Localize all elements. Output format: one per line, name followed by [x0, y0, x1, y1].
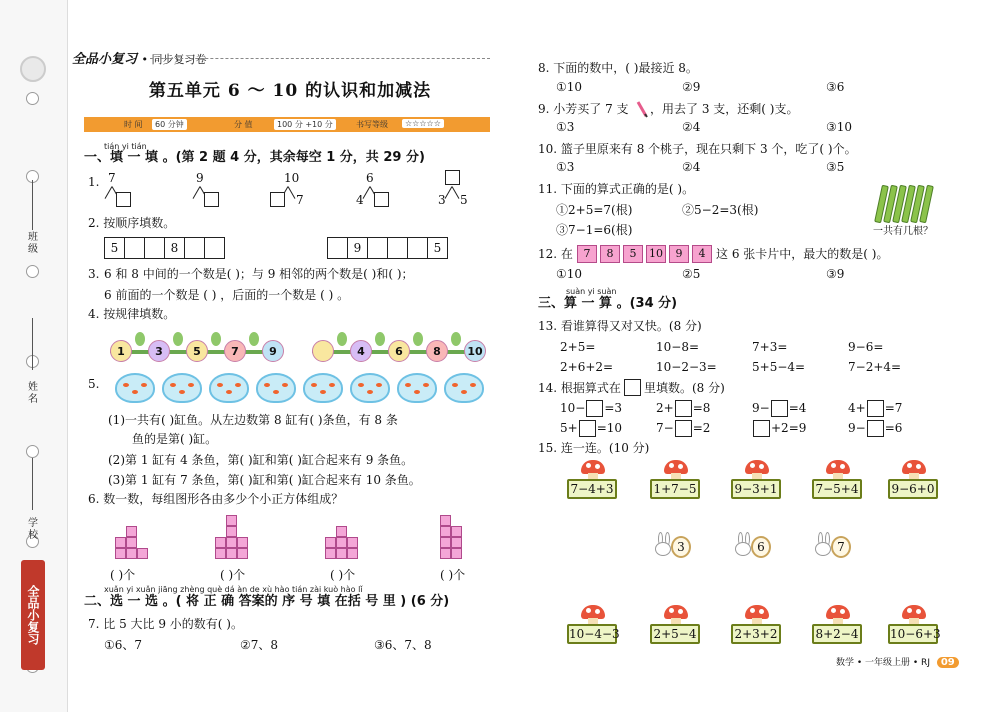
- fish-icon: [414, 390, 420, 394]
- fish-icon: [320, 390, 326, 394]
- fish-icon: [282, 383, 288, 387]
- q10-text: 10. 篮子里原来有 8 个桃子，现在只剩下 3 个，吃了( )个。: [538, 142, 857, 156]
- flower-number: 8: [426, 340, 448, 362]
- strip-logo: 全品小复习: [21, 560, 45, 670]
- q7-text: 7. 比 5 大比 9 小的数有( )。: [88, 617, 243, 631]
- fill-item: [848, 420, 902, 437]
- blank-square-icon: [624, 379, 641, 396]
- q12-text-post: 这 6 张卡片中，最大的数是( )。: [716, 247, 889, 261]
- mushroom-icon: [581, 460, 605, 474]
- q13-label: 13. 看谁算得又对又快。(8 分): [538, 319, 702, 333]
- q12-choice-3: ③9: [826, 267, 845, 281]
- q8-choice-1: ①10: [556, 80, 583, 94]
- small-cube: [126, 537, 137, 548]
- binding-strip: [0, 0, 68, 712]
- tree-right-box[interactable]: [116, 192, 131, 207]
- answer-number[interactable]: 6: [751, 536, 771, 558]
- tree-right-box[interactable]: [374, 192, 389, 207]
- mushroom-dot: [750, 463, 755, 468]
- q6-label: 6. 数一数，每组图形各由多少个小正方体组成？: [88, 492, 344, 506]
- tree-branch: [193, 186, 201, 199]
- part3-pinyin: suàn yi suàn: [566, 287, 617, 296]
- small-cube: [137, 548, 148, 559]
- bottom-expression[interactable]: 2+5−4: [650, 624, 700, 644]
- q12-text-pre: 12. 在: [538, 247, 573, 261]
- sequence-blank[interactable]: [204, 237, 225, 259]
- fish-bowl: [209, 373, 249, 403]
- top-expression[interactable]: 9−6+0: [888, 479, 938, 499]
- small-cube: [336, 537, 347, 548]
- fish-icon: [264, 383, 270, 387]
- q15-label: 15. 连一连。(10 分): [538, 441, 650, 455]
- small-cube: [226, 537, 237, 548]
- fish-icon: [188, 383, 194, 387]
- fill-item: [752, 400, 806, 417]
- q5-line1: (1)一共有( )缸鱼。从左边数第 8 缸有( )条鱼，有 8 条: [108, 413, 398, 427]
- part1-pinyin: tián yi tián: [104, 142, 147, 151]
- mushroom-dot: [595, 464, 600, 469]
- mushroom-icon: [745, 605, 769, 619]
- q3-line1: 6 和 8 中间的一个数是( )；与 9 相邻的两个数是( )和( )；: [104, 267, 414, 281]
- q6-answer-3: ( )个: [330, 568, 356, 582]
- leaf-icon: [173, 332, 183, 346]
- small-cube: [451, 537, 462, 548]
- fill-item: [848, 400, 902, 417]
- q5-line2: 鱼的是第( )缸。: [132, 432, 218, 446]
- small-cube: [115, 537, 126, 548]
- q6-answer-1: ( )个: [110, 568, 136, 582]
- q8-choice-3: ③6: [826, 80, 845, 94]
- fish-icon: [123, 383, 129, 387]
- flower-number: 6: [388, 340, 410, 362]
- tree-right-number: 5: [460, 193, 468, 207]
- brand-name: 全品小复习: [72, 52, 138, 67]
- fill-item-pre: 5+: [560, 421, 578, 435]
- q3-label: 3.: [88, 267, 100, 281]
- tree-top-number: 6: [366, 171, 374, 185]
- page-number: 09: [937, 657, 959, 668]
- answer-box[interactable]: [771, 400, 788, 417]
- fish-bowl: [350, 373, 390, 403]
- bottom-expression[interactable]: 10−4−3: [567, 624, 617, 644]
- flower-number: 10: [464, 340, 486, 362]
- fill-item-post: =10: [596, 421, 623, 435]
- answer-box[interactable]: [675, 400, 692, 417]
- pencil-icon: [636, 100, 646, 118]
- fill-item-post: =3: [604, 401, 623, 415]
- calculation-item: 5+5−4=: [752, 360, 806, 374]
- fish-icon: [311, 383, 317, 387]
- part2-title: 二、选 一 选 。( 将 正 确 答案的 序 号 填 在括 号 里 ) (6 分): [84, 594, 450, 609]
- sequence-row-1: [105, 237, 225, 259]
- fish-bowl: [303, 373, 343, 403]
- tree-left-number: 3: [438, 193, 446, 207]
- small-cube: [347, 548, 358, 559]
- answer-box[interactable]: [753, 420, 770, 437]
- small-cube: [451, 526, 462, 537]
- tree-branch: [288, 186, 296, 199]
- q7-choice-2: ②7、8: [240, 638, 279, 652]
- fill-item: [656, 420, 710, 437]
- fill-item-post: +2=9: [771, 421, 807, 435]
- sequence-number: 8: [164, 237, 185, 259]
- flower-number: 1: [110, 340, 132, 362]
- flower-blank[interactable]: [312, 340, 334, 362]
- fill-item-pre: 9−: [752, 401, 770, 415]
- small-cube: [347, 537, 358, 548]
- mushroom-icon: [826, 460, 850, 474]
- number-card: 10: [646, 245, 666, 263]
- q9-choice-3: ③10: [826, 120, 853, 134]
- seal-icon: [20, 56, 46, 82]
- leaf-icon: [375, 332, 385, 346]
- answer-box[interactable]: [579, 420, 596, 437]
- punch-hole: [26, 445, 39, 458]
- sequence-blank[interactable]: [144, 237, 165, 259]
- score-label: 分 值: [234, 120, 253, 129]
- rabbit-icon: [735, 542, 751, 556]
- answer-box[interactable]: [586, 400, 603, 417]
- q11-text: 11. 下面的算式正确的是( )。: [538, 182, 695, 196]
- mushroom-dot: [678, 464, 683, 469]
- q4-label: 4. 按规律填数。: [88, 307, 176, 321]
- tree-branch: [452, 186, 460, 199]
- tree-top-number: 10: [284, 171, 300, 185]
- mushroom-icon: [664, 460, 688, 474]
- mushroom-dot: [750, 608, 755, 613]
- q9-text-2: ，用去了 3 支，还剩( )支。: [650, 102, 799, 116]
- top-expression[interactable]: 1+7−5: [650, 479, 700, 499]
- flower-number: 5: [186, 340, 208, 362]
- calculation-item: 2+5=: [560, 340, 596, 354]
- small-cube: [215, 537, 226, 548]
- fill-item-pre: 9−: [848, 421, 866, 435]
- flower-number: 3: [148, 340, 170, 362]
- school-line: [32, 458, 33, 510]
- leaf-icon: [413, 332, 423, 346]
- class-label: 班 级: [28, 232, 38, 255]
- top-expression[interactable]: 9−3+1: [731, 479, 781, 499]
- sequence-number: 5: [427, 237, 448, 259]
- fill-item-post: =4: [788, 401, 807, 415]
- small-cube: [226, 548, 237, 559]
- calculation-item: 10−8=: [656, 340, 700, 354]
- small-cube: [325, 537, 336, 548]
- sequence-number: 5: [104, 237, 125, 259]
- top-expression[interactable]: 7−4+3: [567, 479, 617, 499]
- q10-choice-2: ②4: [682, 160, 701, 174]
- q5-line4: (3)第 1 缸有 7 条鱼，第( )缸和第( )缸合起来有 10 条鱼。: [108, 473, 421, 487]
- part1-title: 一、填 一 填 。(第 2 题 4 分，其余每空 1 分，共 29 分): [84, 150, 425, 165]
- small-cube: [325, 548, 336, 559]
- mushroom-dot: [678, 609, 683, 614]
- mushroom-dot: [907, 463, 912, 468]
- tree-right-number: 7: [296, 193, 304, 207]
- page-footer: [836, 655, 959, 668]
- fill-item-pre: 10−: [560, 401, 586, 415]
- q2-label: 2. 按顺序填数。: [88, 216, 176, 230]
- fish-icon: [452, 383, 458, 387]
- q14-label-post: 里填数。(8 分): [644, 381, 725, 395]
- q12-choice-2: ②5: [682, 267, 701, 281]
- q14-label-pre: 14. 根据算式在: [538, 381, 621, 395]
- sequence-blank[interactable]: [407, 237, 428, 259]
- fish-icon: [376, 383, 382, 387]
- small-cube: [115, 548, 126, 559]
- fish-bowl: [397, 373, 437, 403]
- leaf-icon: [211, 332, 221, 346]
- small-cube: [237, 537, 248, 548]
- mushroom-dot: [586, 608, 591, 613]
- mushroom-icon: [826, 605, 850, 619]
- tree-right-box[interactable]: [204, 192, 219, 207]
- q6-answer-2: ( )个: [220, 568, 246, 582]
- calculation-item: 10−2−3=: [656, 360, 717, 374]
- flower-number: 7: [224, 340, 246, 362]
- q9-choice-2: ②4: [682, 120, 701, 134]
- small-cube: [226, 515, 237, 526]
- fill-item: [560, 420, 622, 437]
- small-cube: [440, 537, 451, 548]
- sequence-blank[interactable]: [327, 237, 348, 259]
- punch-hole: [26, 92, 39, 105]
- q11-caption: 一共有几根？: [873, 226, 933, 237]
- mushroom-dot: [595, 609, 600, 614]
- fill-item-pre: 2+: [656, 401, 674, 415]
- name-line: [32, 318, 33, 370]
- tree-left-box[interactable]: [270, 192, 285, 207]
- mushroom-icon: [664, 605, 688, 619]
- number-card: 4: [692, 245, 712, 263]
- fill-item-post: =7: [884, 401, 903, 415]
- grade-value: ☆☆☆☆☆: [402, 119, 444, 128]
- q9-choice-1: ①3: [556, 120, 575, 134]
- number-card: 5: [623, 245, 643, 263]
- fish-icon: [367, 390, 373, 394]
- small-cube: [451, 548, 462, 559]
- calculation-item: 7+3=: [752, 340, 788, 354]
- fill-item-pre: 7−: [656, 421, 674, 435]
- mushroom-dot: [669, 463, 674, 468]
- number-card: 7: [577, 245, 597, 263]
- mushroom-dot: [759, 464, 764, 469]
- fish-icon: [273, 390, 279, 394]
- rabbit-icon: [815, 542, 831, 556]
- q9-text: 9. 小芳买了 7 支: [538, 102, 629, 116]
- fish-icon: [235, 383, 241, 387]
- fish-icon: [461, 390, 467, 394]
- small-cube: [440, 515, 451, 526]
- fill-item-post: =6: [884, 421, 903, 435]
- small-cube: [336, 548, 347, 559]
- mushroom-dot: [907, 608, 912, 613]
- q10-choice-1: ①3: [556, 160, 575, 174]
- tree-left-number: 4: [356, 193, 364, 207]
- fill-item-post: =2: [692, 421, 711, 435]
- sequence-blank[interactable]: [387, 237, 408, 259]
- fish-icon: [423, 383, 429, 387]
- answer-box[interactable]: [867, 400, 884, 417]
- mushroom-dot: [916, 609, 921, 614]
- tree-branch: [105, 186, 113, 199]
- fish-bowl: [115, 373, 155, 403]
- grade-label: 书写等级: [356, 120, 388, 129]
- mushroom-icon: [745, 460, 769, 474]
- q5-label: 5.: [88, 377, 100, 391]
- fish-bowl: [444, 373, 484, 403]
- fish-bowl: [162, 373, 202, 403]
- tree-branch: [445, 186, 453, 199]
- q12-choice-1: ①10: [556, 267, 583, 281]
- fish-icon: [217, 383, 223, 387]
- small-cube: [440, 526, 451, 537]
- name-label: 姓 名: [28, 382, 38, 405]
- fish-icon: [179, 390, 185, 394]
- q7-choice-1: ①6、7: [104, 638, 143, 652]
- time-value: 60 分钟: [152, 119, 187, 130]
- class-line: [32, 180, 33, 230]
- fish-icon: [141, 383, 147, 387]
- fish-icon: [358, 383, 364, 387]
- punch-hole: [26, 265, 39, 278]
- q11-choice-2: ②5−2=3(根): [682, 203, 759, 217]
- number-card: 9: [669, 245, 689, 263]
- calculation-item: 9−6=: [848, 340, 884, 354]
- q5-line3: (2)第 1 缸有 4 条鱼，第( )缸和第( )缸合起来有 9 条鱼。: [108, 453, 414, 467]
- fill-item: [656, 400, 710, 417]
- mushroom-dot: [759, 609, 764, 614]
- answer-box[interactable]: [675, 420, 692, 437]
- footer-text: 数学 • 一年级上册 • RJ: [836, 658, 930, 668]
- answer-box[interactable]: [867, 420, 884, 437]
- info-bar: [84, 117, 490, 132]
- tree-top-box[interactable]: [445, 170, 460, 185]
- fish-icon: [132, 390, 138, 394]
- bottom-expression[interactable]: 8+2−4: [812, 624, 862, 644]
- mushroom-dot: [831, 463, 836, 468]
- q8-text: 8. 下面的数中，( )最接近 8。: [538, 61, 698, 75]
- q6-answer-4: ( )个: [440, 568, 466, 582]
- part2-pinyin: xuǎn yi xuǎn jiāng zhèng què dá àn de xù hào tián zài kuò hào lǐ: [104, 585, 363, 594]
- small-cube: [440, 548, 451, 559]
- number-card: 8: [600, 245, 620, 263]
- fish-icon: [405, 383, 411, 387]
- mushroom-icon: [581, 605, 605, 619]
- q7-choice-3: ③6、7、8: [374, 638, 432, 652]
- mushroom-dot: [916, 464, 921, 469]
- page-title: 第五单元 6 ～ 10 的认识和加减法: [148, 81, 432, 101]
- bottom-expression[interactable]: 10−6+3: [888, 624, 938, 644]
- calculation-item: 2+6+2=: [560, 360, 614, 374]
- q10-choice-3: ③5: [826, 160, 845, 174]
- flower-number: 4: [350, 340, 372, 362]
- small-cube: [126, 526, 137, 537]
- answer-number[interactable]: 3: [671, 536, 691, 558]
- leaf-icon: [337, 332, 347, 346]
- tree-top-number: 9: [196, 171, 204, 185]
- fill-item: [560, 400, 622, 417]
- mushroom-dot: [840, 464, 845, 469]
- fill-item: [752, 420, 806, 437]
- mushroom-icon: [902, 605, 926, 619]
- q11-choice-3: ③7−1=6(根): [556, 223, 633, 237]
- sequence-blank[interactable]: [367, 237, 388, 259]
- fill-item-pre: 4+: [848, 401, 866, 415]
- mushroom-dot: [831, 608, 836, 613]
- mushroom-dot: [840, 609, 845, 614]
- mushroom-icon: [902, 460, 926, 474]
- fill-item-post: =8: [692, 401, 711, 415]
- leaf-icon: [451, 332, 461, 346]
- small-cube: [336, 526, 347, 537]
- fish-bowl: [256, 373, 296, 403]
- sequence-blank[interactable]: [184, 237, 205, 259]
- leaf-icon: [135, 332, 145, 346]
- fish-icon: [470, 383, 476, 387]
- sequence-blank[interactable]: [124, 237, 145, 259]
- mushroom-dot: [669, 608, 674, 613]
- fish-icon: [226, 390, 232, 394]
- flower-number: 9: [262, 340, 284, 362]
- fish-icon: [170, 383, 176, 387]
- mushroom-dot: [586, 463, 591, 468]
- leaf-icon: [249, 332, 259, 346]
- small-cube: [226, 526, 237, 537]
- small-cube: [215, 548, 226, 559]
- part3-title: 三、算 一 算 。(34 分): [538, 296, 678, 311]
- school-label: 学 校: [28, 518, 38, 541]
- answer-number[interactable]: 7: [831, 536, 851, 558]
- brand-subtitle: • 同步复习卷: [141, 53, 207, 66]
- q3-line2: 6 前面的一个数是 ( ) ，后面的一个数是 ( ) 。: [104, 288, 350, 302]
- rabbit-icon: [655, 542, 671, 556]
- sequence-number: 9: [347, 237, 368, 259]
- tree-top-number: 7: [108, 171, 116, 185]
- time-label: 时 间: [124, 120, 143, 129]
- q8-choice-2: ②9: [682, 80, 701, 94]
- small-cube: [126, 548, 137, 559]
- header-rule: [150, 58, 490, 59]
- score-value: 100 分 +10 分: [274, 119, 336, 130]
- bottom-expression[interactable]: 2+3+2: [731, 624, 781, 644]
- calculation-item: 7−2+4=: [848, 360, 902, 374]
- fish-icon: [329, 383, 335, 387]
- top-expression[interactable]: 7−5+4: [812, 479, 862, 499]
- small-cube: [237, 548, 248, 559]
- q11-choice-1: ①2+5=7(根): [556, 203, 633, 217]
- q1-label: 1.: [88, 175, 100, 189]
- sequence-row-2: [328, 237, 448, 259]
